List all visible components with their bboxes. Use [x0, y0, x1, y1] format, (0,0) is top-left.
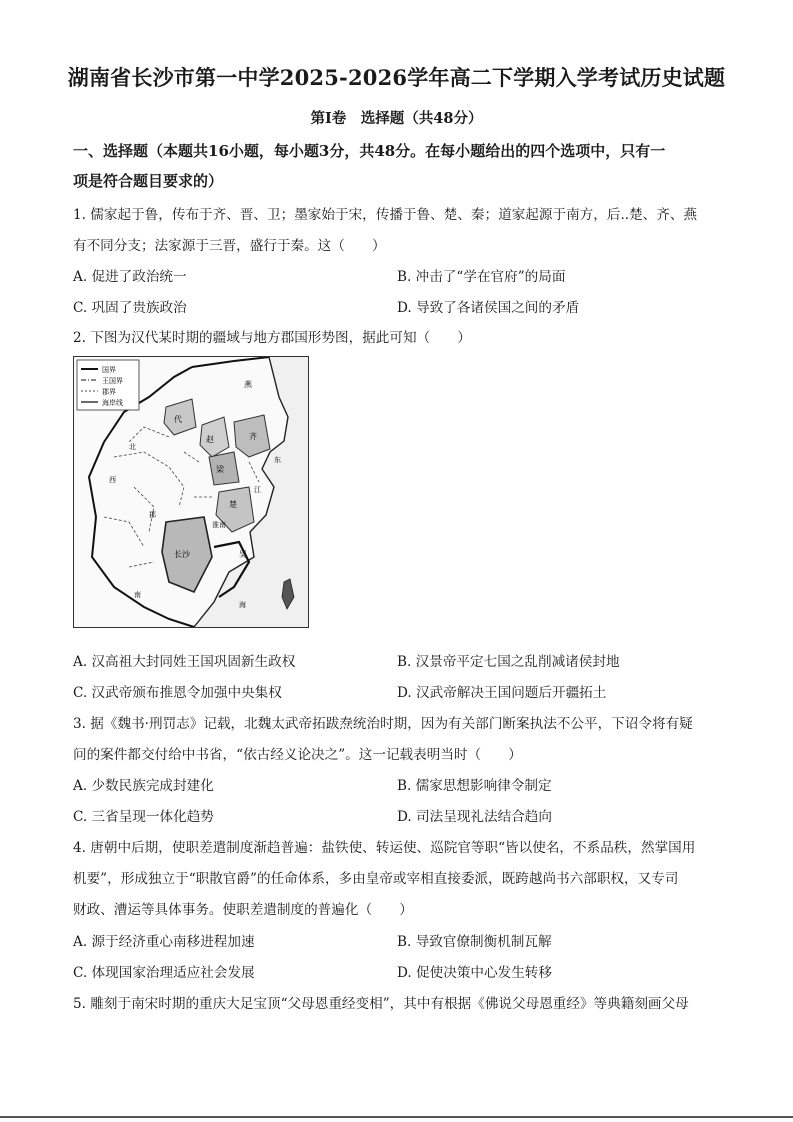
q3-stem-line2: 问的案件都交付给中书省，“依古经义论决之”。这一记载表明当时（ ）	[73, 747, 522, 763]
q2-option-b: B. 汉景帝平定七国之乱削减诸侯封地	[397, 654, 620, 670]
map-label-qi: 齐	[249, 432, 257, 441]
map-label-dai: 代	[174, 415, 182, 424]
q1-option-d: D. 导致了各诸侯国之间的矛盾	[397, 300, 580, 316]
page-bottom-rule	[0, 1116, 793, 1118]
q2-option-a: A. 汉高祖大封同姓王国巩固新生政权	[73, 654, 296, 670]
q2-option-d: D. 汉武帝解决王国问题后开疆拓土	[397, 685, 607, 701]
section-instructions-line2: 项是符合题目要求的）	[73, 172, 224, 190]
q3-stem-line1: 3. 据《魏书·刑罚志》记载，北魏太武帝拓跋焘统治时期，因为有关部门断案执法不公平，下诏令将有疑	[73, 716, 693, 732]
map-label-xi: 西	[109, 476, 116, 484]
q1-option-c: C. 巩固了贵族政治	[73, 300, 187, 316]
q4-option-b: B. 导致官僚制衡机制瓦解	[397, 934, 552, 950]
map-label-dong: 东	[274, 456, 281, 464]
map-label-changsha: 长沙	[174, 550, 190, 559]
map-label-liang: 梁	[216, 465, 224, 474]
map-label-hai: 海	[239, 601, 246, 609]
q1-option-a: A. 促进了政治统一	[73, 269, 187, 285]
map-label-bei: 北	[129, 443, 136, 451]
map-label-jun: 郡	[149, 511, 156, 519]
q4-option-d: D. 促使决策中心发生转移	[397, 965, 552, 981]
map-drawing	[74, 357, 308, 627]
q3-option-a: A. 少数民族完成封建化	[73, 778, 214, 794]
q4-stem-line2: 机要”，形成独立于“职散官爵”的任命体系，多由皇帝或宰相直接委派，既跨越尚书六部职权，又专司	[73, 871, 679, 887]
map-label-yan: 燕	[244, 380, 252, 389]
q2-option-c: C. 汉武帝颁布推恩令加强中央集权	[73, 685, 282, 701]
q4-option-c: C. 体现国家治理适应社会发展	[73, 965, 255, 981]
q1-option-b: B. 冲击了“学在官府”的局面	[397, 269, 566, 285]
map-label-huainan: 淮南	[212, 521, 226, 529]
map-label-wu: 吴	[239, 550, 247, 559]
q5-stem-line1: 5. 雕刻于南宋时期的重庆大足宝顶“父母恩重经变相”，其中有根据《佛说父母恩重经》等典籍刻画父母	[73, 996, 689, 1012]
legend-coastline: 海岸线	[102, 399, 123, 407]
q4-stem-line3: 财政、漕运等具体事务。使职差遣制度的普遍化（ ）	[73, 902, 413, 918]
q1-stem-line1: 1. 儒家起于鲁，传布于齐、晋、卫；墨家始于宋，传播于鲁、楚、秦；道家起源于南方，后..楚、齐、燕	[73, 207, 698, 223]
legend-kingdom-border: 王国界	[102, 377, 123, 385]
legend-commandery-border: 郡界	[102, 388, 116, 396]
section-subtitle: 第Ⅰ卷 选择题（共48分）	[310, 110, 483, 127]
legend-national-border: 国界	[102, 366, 116, 374]
q4-stem-line1: 4. 唐朝中后期，使职差遣制度渐趋普遍：盐铁使、转运使、巡院官等职“皆以使名，不系品秩，然掌国用	[73, 840, 696, 856]
q3-option-d: D. 司法呈现礼法结合趋向	[397, 809, 552, 825]
q3-option-c: C. 三省呈现一体化趋势	[73, 809, 214, 825]
q1-stem-line2: 有不同分支；法家源于三晋，盛行于秦。这（ ）	[73, 238, 386, 254]
map-label-nan: 南	[134, 591, 141, 599]
q4-option-a: A. 源于经济重心南移进程加速	[73, 934, 255, 950]
section-instructions-line1: 一、选择题（本题共16小题，每小题3分，共48分。在每小题给出的四个选项中，只有一	[73, 142, 666, 160]
han-territory-map	[73, 356, 309, 628]
q3-option-b: B. 儒家思想影响律令制定	[397, 778, 552, 794]
exam-title: 湖南省长沙市第一中学2025-2026学年高二下学期入学考试历史试题	[67, 65, 726, 90]
map-label-zhao: 赵	[206, 435, 214, 444]
map-label-chu: 楚	[229, 500, 237, 509]
map-label-jiang: 江	[254, 486, 261, 494]
q2-stem-line1: 2. 下图为汉代某时期的疆域与地方郡国形势图，据此可知（ ）	[73, 330, 471, 346]
